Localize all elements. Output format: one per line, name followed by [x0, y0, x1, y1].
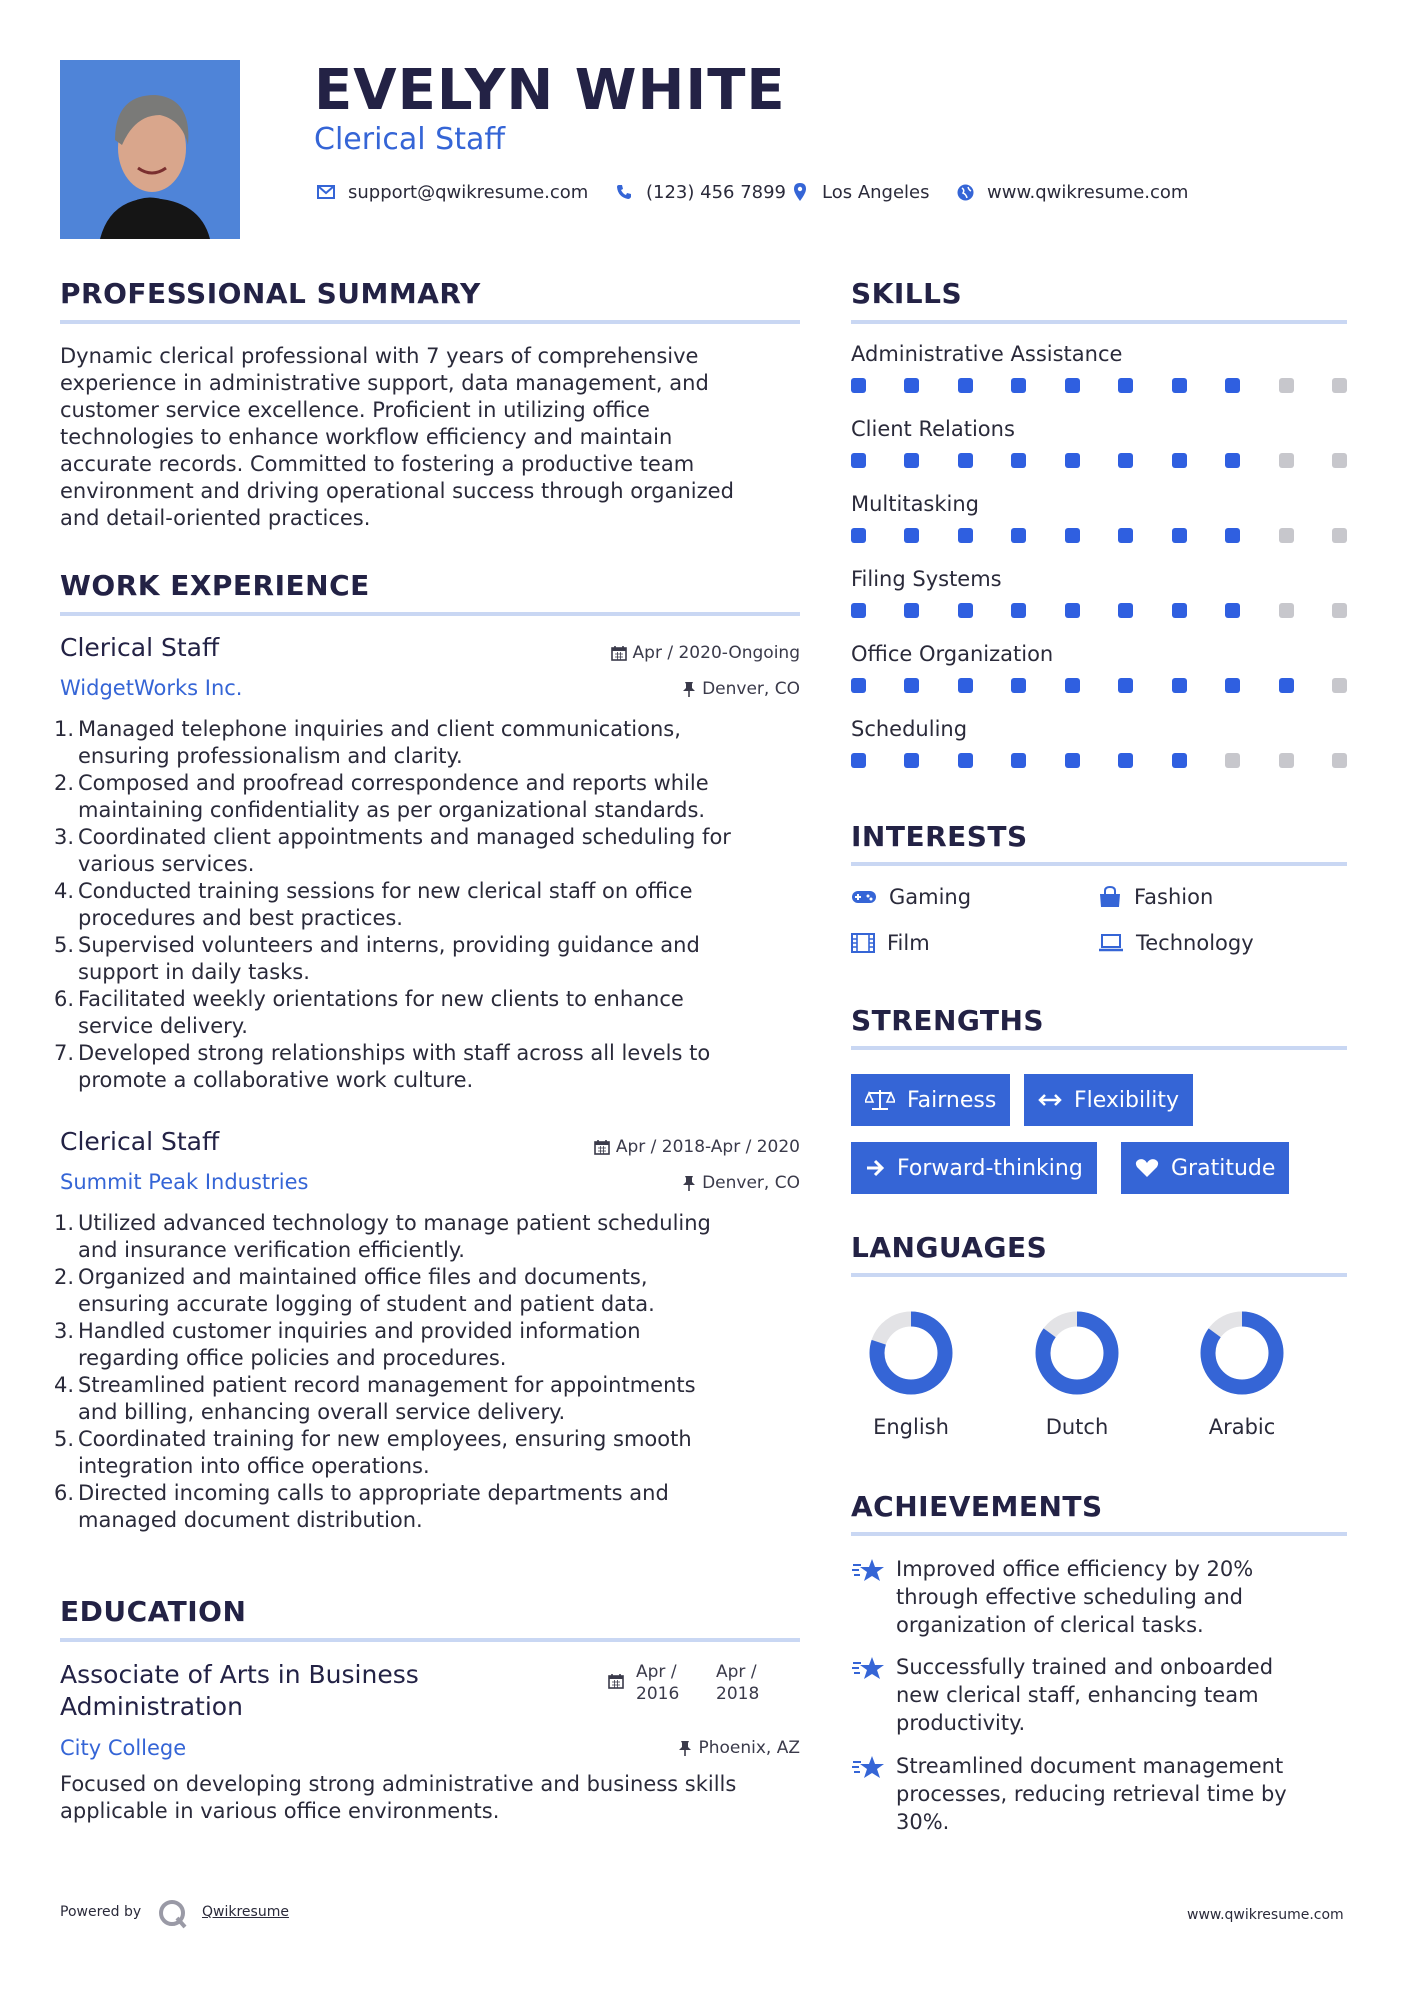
skills-list — [851, 340, 1347, 790]
candidate-role: Clerical Staff — [314, 122, 506, 157]
map-marker-icon — [788, 180, 812, 204]
edu-end-month: Apr / — [716, 1662, 757, 1682]
rating-dot-filled — [1225, 453, 1240, 468]
edu-end-year: 2018 — [716, 1684, 760, 1704]
skill-name: Office Organization — [851, 642, 1054, 666]
rating-dot-empty — [1332, 378, 1347, 393]
education-heading: EDUCATION — [60, 1595, 247, 1628]
rating-dot-filled — [904, 603, 919, 618]
rating-dot-filled — [1118, 678, 1133, 693]
phone-text: (123) 456 7899 — [646, 181, 787, 203]
skill-name: Client Relations — [851, 417, 1015, 441]
rating-dot-filled — [1065, 378, 1080, 393]
rating-dot-filled — [1225, 603, 1240, 618]
rating-dot-filled — [904, 528, 919, 543]
list-item: 3. Coordinated client appointments and managed scheduling for various services. — [54, 825, 731, 876]
rating-dot-filled — [851, 453, 866, 468]
contact-email[interactable] — [314, 180, 588, 204]
strength-tag-forward-thinking: Forward-thinking — [851, 1142, 1097, 1194]
language-name: Arabic — [1208, 1415, 1276, 1439]
rating-dot-filled — [1065, 528, 1080, 543]
rating-dot-filled — [1172, 603, 1187, 618]
interest-gaming: Gaming — [851, 883, 971, 911]
summary-line: and detail-oriented practices. — [60, 506, 371, 530]
edu-location-text: Phoenix, AZ — [698, 1738, 800, 1758]
email-text: support@qwikresume.com — [348, 181, 589, 203]
skill-name: Administrative Assistance — [851, 342, 1123, 366]
rating-dot-filled — [1118, 603, 1133, 618]
job-location — [500, 1171, 800, 1195]
list-item: 1. Managed telephone inquiries and client communications, ensuring professionalism and clarity. — [54, 717, 681, 768]
language-proficiency-ring — [1197, 1308, 1287, 1402]
laptop-icon — [1098, 934, 1124, 952]
footer-website-link[interactable]: www.qwikresume.com — [1187, 1907, 1344, 1923]
rating-dot-filled — [904, 678, 919, 693]
rating-dot-empty — [1332, 603, 1347, 618]
strength-tag-gratitude: Gratitude — [1121, 1142, 1289, 1194]
balance-scale-icon — [865, 1089, 895, 1111]
rating-dot-empty — [1225, 753, 1240, 768]
contact-location — [788, 180, 930, 204]
list-item: 5. Supervised volunteers and interns, providing guidance and support in daily tasks. — [54, 933, 700, 984]
skill-row — [851, 415, 1347, 490]
list-item: 3. Handled customer inquiries and provided information regarding office policies and procedures. — [54, 1319, 641, 1370]
job-bullets — [54, 1210, 800, 1534]
rating-dot-filled — [1118, 453, 1133, 468]
list-item: 6. Directed incoming calls to appropriate departments and managed document distribution. — [54, 1481, 669, 1532]
achievement-item: Successfully trained and onboarded new clerical staff, enhancing team productivity. — [896, 1655, 1274, 1735]
skill-rating — [851, 678, 1347, 696]
degree-line-1: Associate of Arts in Business — [60, 1660, 419, 1689]
interest-film: Film — [851, 929, 930, 957]
contact-website[interactable] — [953, 180, 1188, 204]
edu-start-year: 2016 — [636, 1684, 680, 1704]
skill-row — [851, 565, 1347, 640]
rating-dot-filled — [851, 753, 866, 768]
rating-dot-filled — [1065, 453, 1080, 468]
job-title: Clerical Staff — [60, 633, 220, 662]
strengths-divider — [851, 1046, 1347, 1050]
experience-heading: WORK EXPERIENCE — [60, 569, 370, 602]
skill-name: Filing Systems — [851, 567, 1002, 591]
rating-dot-filled — [904, 378, 919, 393]
languages-heading: LANGUAGES — [851, 1231, 1048, 1264]
language-proficiency-ring — [1032, 1308, 1122, 1402]
summary-line: technologies to enhance workflow efficiency and maintain — [60, 425, 673, 449]
heart-icon — [1135, 1158, 1159, 1178]
rating-dot-filled — [1011, 528, 1026, 543]
film-icon — [851, 933, 875, 953]
list-item: 4. Streamlined patient record management for appointments and billing, enhancing overall service delivery. — [54, 1373, 696, 1424]
rating-dot-filled — [1172, 453, 1187, 468]
calendar-icon — [608, 1673, 624, 1693]
rating-dot-filled — [1118, 378, 1133, 393]
rating-dot-filled — [958, 603, 973, 618]
arrow-right-icon — [865, 1159, 885, 1177]
job-location — [500, 677, 800, 701]
rating-dot-filled — [1118, 528, 1133, 543]
rating-dot-empty — [1332, 753, 1347, 768]
experience-divider — [60, 612, 800, 616]
achievement-star-icon — [851, 1655, 885, 1687]
rating-dot-filled — [1172, 678, 1187, 693]
job-location-text: Denver, CO — [702, 679, 800, 699]
rating-dot-filled — [1118, 753, 1133, 768]
rating-dot-empty — [1332, 528, 1347, 543]
rating-dot-filled — [1225, 678, 1240, 693]
summary-heading: PROFESSIONAL SUMMARY — [60, 277, 481, 310]
powered-by-label: Powered by — [60, 1904, 142, 1920]
achievements-heading: ACHIEVEMENTS — [851, 1490, 1103, 1523]
job-title: Clerical Staff — [60, 1127, 220, 1156]
qwikresume-logo-icon — [158, 1899, 188, 1933]
strength-tag-flexibility: Flexibility — [1024, 1074, 1193, 1126]
rating-dot-filled — [1011, 603, 1026, 618]
rating-dot-filled — [851, 603, 866, 618]
rating-dot-filled — [958, 678, 973, 693]
rating-dot-empty — [1279, 603, 1294, 618]
job-dates-text: Apr / 2018-Apr / 2020 — [615, 1137, 800, 1157]
edu-description: Focused on developing strong administrative and business skills applicable in various office environments. — [60, 1772, 737, 1823]
rating-dot-filled — [904, 753, 919, 768]
rating-dot-filled — [958, 378, 973, 393]
achievements-divider — [851, 1532, 1347, 1536]
pushpin-icon — [678, 1740, 692, 1756]
rating-dot-filled — [851, 678, 866, 693]
rating-dot-filled — [851, 528, 866, 543]
interest-fashion: Fashion — [1098, 883, 1213, 911]
list-item: 1. Utilized advanced technology to manage patient scheduling and insurance verification efficiently. — [54, 1211, 711, 1262]
location-text: Los Angeles — [822, 181, 930, 203]
edu-location — [500, 1736, 800, 1760]
skill-name: Scheduling — [851, 717, 968, 741]
calendar-icon — [594, 1139, 610, 1155]
summary-line: accurate records. Committed to fostering a productive team — [60, 452, 695, 476]
website-text: www.qwikresume.com — [987, 181, 1189, 203]
skill-rating — [851, 378, 1347, 396]
rating-dot-filled — [1172, 753, 1187, 768]
rating-dot-filled — [1011, 678, 1026, 693]
arrows-horizontal-icon — [1038, 1093, 1062, 1107]
job-dates — [500, 1135, 800, 1159]
summary-text — [60, 343, 800, 532]
list-item: 2. Composed and proofread correspondence and reports while maintaining confidentiality as per organizational standards. — [54, 771, 709, 822]
rating-dot-filled — [851, 378, 866, 393]
job-dates-text: Apr / 2020-Ongoing — [632, 643, 800, 663]
achievement-item: Streamlined document management processes, reducing retrieval time by 30%. — [896, 1754, 1287, 1834]
globe-icon — [953, 180, 977, 204]
achievement-star-icon — [851, 1754, 885, 1786]
rating-dot-filled — [904, 453, 919, 468]
list-item: 7. Developed strong relationships with staff across all levels to promote a collaborative work culture. — [54, 1041, 711, 1092]
skill-rating — [851, 753, 1347, 771]
degree-line-2: Administration — [60, 1692, 243, 1721]
rating-dot-filled — [1011, 753, 1026, 768]
rating-dot-filled — [958, 528, 973, 543]
job-location-text: Denver, CO — [702, 1173, 800, 1193]
rating-dot-filled — [1065, 678, 1080, 693]
languages-divider — [851, 1273, 1347, 1277]
calendar-icon — [611, 645, 627, 661]
language-name: Dutch — [1045, 1415, 1109, 1439]
summary-line: customer service excellence. Proficient in utilizing office — [60, 398, 650, 422]
list-item: 6. Facilitated weekly orientations for new clients to enhance service delivery. — [54, 987, 684, 1038]
rating-dot-empty — [1332, 678, 1347, 693]
interest-technology: Technology — [1098, 929, 1254, 957]
rating-dot-filled — [1011, 453, 1026, 468]
envelope-icon — [314, 180, 338, 204]
achievement-star-icon — [851, 1557, 885, 1589]
edu-start-month: Apr / — [636, 1662, 677, 1682]
rating-dot-filled — [1011, 378, 1026, 393]
company-name: WidgetWorks Inc. — [60, 676, 243, 700]
achievement-item: Improved office efficiency by 20% through effective scheduling and organization of clerical tasks. — [896, 1557, 1254, 1637]
contact-phone[interactable] — [612, 180, 786, 204]
skills-heading: SKILLS — [851, 277, 963, 310]
skill-row — [851, 340, 1347, 415]
rating-dot-filled — [1225, 378, 1240, 393]
rating-dot-filled — [958, 453, 973, 468]
shopping-bag-icon — [1098, 886, 1122, 908]
phone-icon — [612, 180, 636, 204]
candidate-name: EVELYN WHITE — [314, 58, 786, 123]
rating-dot-filled — [958, 753, 973, 768]
skill-rating — [851, 603, 1347, 621]
gamepad-icon — [851, 888, 877, 906]
summary-line: environment and driving operational success through organized — [60, 479, 734, 503]
rating-dot-filled — [1172, 378, 1187, 393]
skill-rating — [851, 453, 1347, 471]
rating-dot-empty — [1279, 378, 1294, 393]
strength-tag-fairness: Fairness — [851, 1074, 1010, 1126]
skill-rating — [851, 528, 1347, 546]
list-item: 5. Coordinated training for new employees, ensuring smooth integration into office operations. — [54, 1427, 692, 1478]
rating-dot-empty — [1332, 453, 1347, 468]
skill-row — [851, 640, 1347, 715]
skill-row — [851, 715, 1347, 790]
summary-line: Dynamic clerical professional with 7 years of comprehensive — [60, 344, 699, 368]
language-proficiency-ring — [866, 1308, 956, 1402]
skill-row — [851, 490, 1347, 565]
education-divider — [60, 1638, 800, 1642]
interests-heading: INTERESTS — [851, 820, 1028, 853]
job-dates — [500, 641, 800, 665]
rating-dot-filled — [1225, 528, 1240, 543]
rating-dot-filled — [1065, 603, 1080, 618]
pushpin-icon — [682, 681, 696, 697]
profile-photo — [60, 60, 240, 239]
rating-dot-filled — [1279, 678, 1294, 693]
skill-name: Multitasking — [851, 492, 980, 516]
rating-dot-empty — [1279, 753, 1294, 768]
rating-dot-filled — [1172, 528, 1187, 543]
strengths-heading: STRENGTHS — [851, 1004, 1045, 1037]
interests-divider — [851, 862, 1347, 866]
rating-dot-empty — [1279, 453, 1294, 468]
list-item: 4. Conducted training sessions for new clerical staff on office procedures and best practices. — [54, 879, 693, 930]
summary-divider — [60, 320, 800, 324]
list-item: 2. Organized and maintained office files and documents, ensuring accurate logging of student and patient data. — [54, 1265, 655, 1316]
school-name: City College — [60, 1736, 187, 1760]
pushpin-icon — [682, 1175, 696, 1191]
company-name: Summit Peak Industries — [60, 1170, 309, 1194]
skills-divider — [851, 320, 1347, 324]
job-bullets — [54, 716, 800, 1094]
summary-line: experience in administrative support, data management, and — [60, 371, 709, 395]
rating-dot-empty — [1279, 528, 1294, 543]
rating-dot-filled — [1065, 753, 1080, 768]
language-name: English — [873, 1415, 949, 1439]
qwikresume-link[interactable]: Qwikresume — [202, 1904, 289, 1920]
